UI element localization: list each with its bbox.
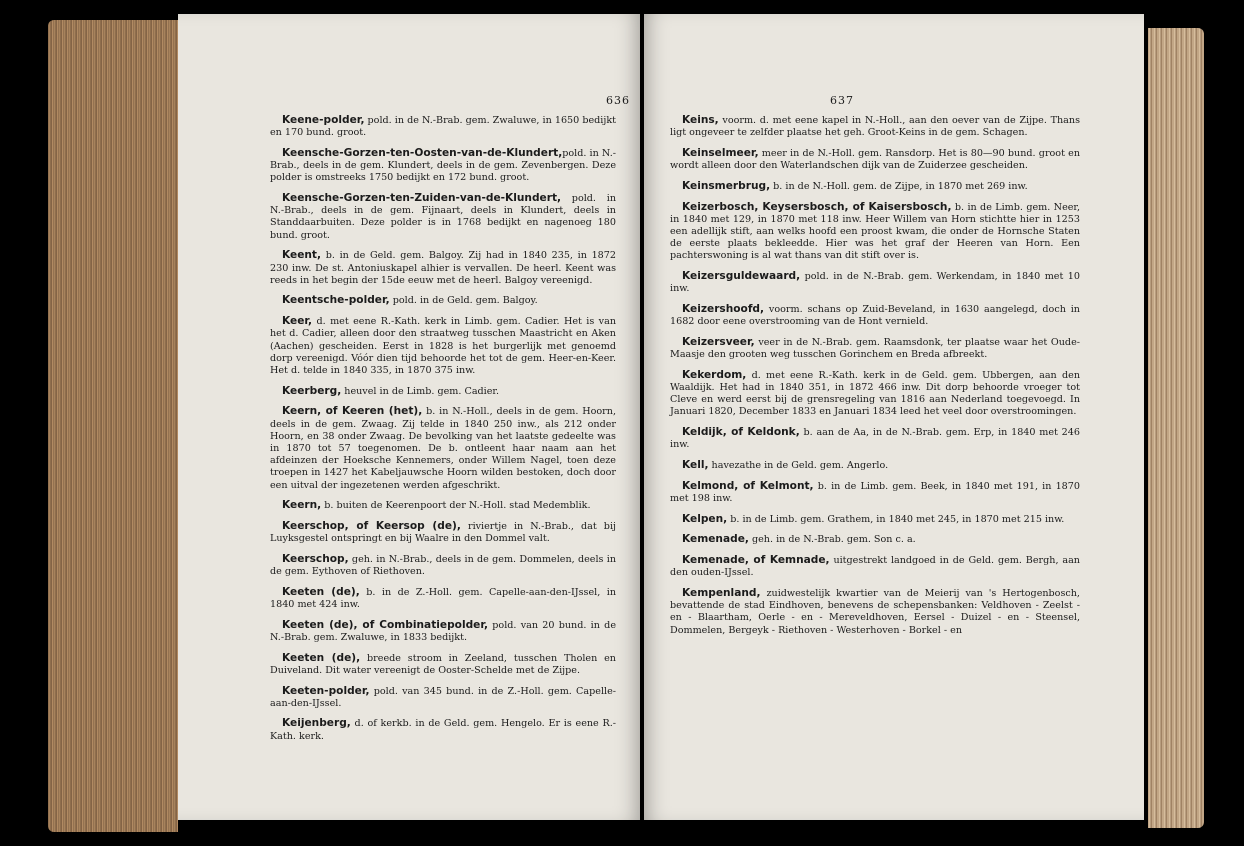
entry-text: veer in de N.-Brab. gem. Raamsdonk, ter plaatse waar het Oude-Maasje den grooten weg tusschen Gorinchem en Breda afbreekt. (670, 336, 1080, 361)
entry-text: uitgestrekt landgoed in de Geld. gem. Bergh, aan den ouden-IJssel. (670, 554, 1080, 579)
entry-headword: Keeten (de), (282, 651, 361, 664)
entry-text: zuidwestelijk kwartier van de Meierij van 's Hertogenbosch, bevattende de stad Eindhoven, benevens de schepensbanken: Veldhoven - Zeelst - en - Blaartham, Oerle - en - Mereveldhoven, Eersel - Duizel - en - Steensel, Dommelen, Bergeyk - Riethoven - Westerhoven - Borkel - en (670, 587, 1080, 636)
entry-text: pold. van 20 bund. in de N.-Brab. gem. Zwaluwe, in 1833 bedijkt. (270, 619, 616, 643)
entry-headword: Keins, (682, 114, 719, 126)
dictionary-entry (270, 685, 616, 710)
entry-headword: Keeten (de), (282, 585, 360, 598)
dictionary-entry (270, 147, 616, 185)
dictionary-entry (670, 336, 1080, 361)
dictionary-entry (670, 554, 1080, 579)
dictionary-entry (670, 513, 1080, 526)
dictionary-entry (270, 405, 616, 491)
entry-headword: Kelpen, (682, 512, 728, 525)
dictionary-entry (670, 369, 1080, 419)
dictionary-entry (270, 520, 616, 545)
dictionary-entry (270, 192, 616, 242)
entry-text: b. aan de Aa, in de N.-Brab. gem. Erp, in 1840 met 246 inw. (670, 427, 1080, 451)
entry-headword: Keizersguldewaard, (682, 270, 801, 283)
entry-text: b. in de N.-Holl. gem. de Zijpe, in 1870 met 269 inw. (770, 180, 1028, 192)
dictionary-entry (670, 180, 1080, 193)
entry-headword: Keijenberg, (282, 717, 351, 730)
entry-text: geh. in de N.-Brab. gem. Son c. a. (748, 534, 916, 546)
dictionary-entry (270, 385, 616, 398)
entry-headword: Keizerbosch, Keysersbosch, of Kaisersbosch, (682, 200, 952, 213)
dictionary-entry (270, 294, 616, 307)
page-number: 636 (606, 94, 630, 107)
entry-headword: Kell, (682, 458, 709, 471)
entry-text: heuvel in de Limb. gem. Cadier. (341, 385, 500, 397)
entry-headword: Kekerdom, (682, 368, 747, 381)
page-number: 637 (830, 94, 854, 107)
right-page (644, 14, 1144, 820)
dictionary-entry (670, 459, 1080, 472)
entry-headword: Keern, (282, 499, 322, 512)
entry-text: havezathe in de Geld. gem. Angerlo. (708, 459, 889, 471)
entry-headword: Keern, of Keeren (het), (282, 405, 423, 418)
entry-headword: Keene-polder, (282, 114, 365, 126)
entry-text: pold. in de N.-Brab. gem. Zwaluwe, in 1650 bedijkt en 170 bund. groot. (270, 115, 616, 139)
dictionary-entry (670, 587, 1080, 637)
entry-text: d. of kerkb. in de Geld. gem. Hengelo. Er is eene R.-Kath. kerk. (270, 718, 616, 742)
dictionary-entry (670, 303, 1080, 328)
entry-headword: Keerschop, of Keersop (de), (282, 519, 461, 532)
dictionary-entry (270, 114, 616, 139)
entry-text: meer in de N.-Holl. gem. Ransdorp. Het is 80—90 bund. groot en wordt alleen door den Waterlandschen dijk van de Zuiderzee gescheiden. (670, 147, 1080, 172)
entry-headword: Keizersveer, (682, 335, 755, 348)
entry-text: voorm. d. met eene kapel in N.-Holl., aan den oever van de Zijpe. Thans ligt ongeveer te zelfder plaatse het geh. Groot-Keins in de gem. Schagen. (670, 115, 1080, 139)
entry-text: riviertje in N.-Brab., dat bij Luyksgestel ontspringt en bij Waalre in den Dommel valt. (270, 520, 616, 545)
entry-text: d. met eene R.-Kath. kerk in Limb. gem. Cadier. Het is van het d. Cadier, alleen door den straatweg tusschen Maastricht en Aken (Aachen) gescheiden. Eerst in 1828 is het burgerlijk met genoemd dorp vereenigd. Vóór dien tijd behoorde het tot de gem. Heer-en-Keer. Het d. telde in 1840 335, in 1870 375 inw. (270, 316, 616, 376)
entry-headword: Keldijk, of Keldonk, (682, 426, 800, 439)
dictionary-entry (670, 114, 1080, 139)
entry-headword: Keinsmerbrug, (682, 179, 771, 192)
entry-text: d. met eene R.-Kath. kerk in de Geld. gem. Ubbergen, aan den Waaldijk. Het had in 1840 351, in 1872 466 inw. Dit dorp behoorde vroeger tot Cleve en werd eerst bij de grensregeling van 1816 aan Nederland toegevoegd. In Januari 1820, December 1833 en Januari 1834 leed het veel door overstroomingen. (670, 369, 1080, 418)
entry-headword: Kemenade, (682, 533, 749, 546)
entry-headword: Keeten-polder, (282, 684, 370, 697)
dictionary-entry (270, 717, 616, 742)
dictionary-entry (270, 652, 616, 677)
page-edges-left (48, 20, 178, 832)
entry-text: geh. in N.-Brab., deels in de gem. Dommelen, deels in de gem. Eythoven of Riethoven. (270, 553, 616, 578)
entry-text: b. buiten de Keerenpoort der N.-Holl. stad Medemblik. (321, 500, 591, 512)
dictionary-entry (270, 315, 616, 377)
entry-headword: Keent, (282, 249, 322, 262)
entry-headword: Keerschop, (282, 552, 349, 565)
page-text (270, 114, 616, 750)
entry-headword: Keer, (282, 315, 313, 328)
entry-text: pold. in de N.-Brab. gem. Werkendam, in 1840 met 10 inw. (670, 271, 1080, 295)
entry-headword: Keentsche-polder, (282, 294, 390, 307)
entry-text: pold. in N.-Brab., deels in de gem. Klundert, deels in de gem. Zevenbergen. Deze polder is omstreeks 1750 bedijkt en 172 bund. groot. (270, 147, 616, 184)
entry-headword: Kemenade, of Kemnade, (682, 553, 830, 566)
entry-headword: Keerberg, (282, 384, 342, 397)
dictionary-entry (270, 249, 616, 287)
entry-text: pold. van 345 bund. in de Z.-Holl. gem. Capelle-aan-den-IJssel. (270, 685, 616, 709)
entry-headword: Keizershoofd, (682, 302, 765, 315)
dictionary-entry (270, 499, 616, 512)
dictionary-entry (670, 426, 1080, 451)
entry-text: b. in de Limb. gem. Neer, in 1840 met 129, in 1870 met 118 inw. Heer Willem van Horn stichtte hier in 1253 een adellijk stift, aan welks hoofd een proost kwam, die onder de Hornsche Staten de eerste plaats bekleedde. Hier was het graf der Heeren van Horn. Een pachterswoning is al wat thans van dit stift over is. (670, 201, 1080, 262)
entry-text: voorm. schans op Zuid-Beveland, in 1630 aangelegd, doch in 1682 door eene overstrooming van de Hont vernield. (670, 303, 1080, 328)
dictionary-entry (670, 533, 1080, 546)
left-page (178, 14, 640, 820)
entry-headword: Kelmond, of Kelmont, (682, 479, 814, 492)
entry-headword: Keensche-Gorzen-ten-Oosten-van-de-Klundert, (282, 146, 563, 159)
dictionary-entry (270, 553, 616, 578)
entry-text: b. in N.-Holl., deels in de gem. Hoorn, deels in de gem. Zwaag. Zij telde in 1840 250 inw., als 212 onder Hoorn, en 38 onder Zwaag. De bevolking van het laatste gedeelte was in 1870 tot 57 toegenomen. De b. ontleent haar naam aan het afdeinzen der Hoeksche Kennemers, onder Willem Nagel, toen deze troepen in 1427 het Kabeljauwsche Hoorn wilden bestoken, doch door een uitval der ingezetenen werden afgeschrikt. (270, 406, 616, 491)
page-text (670, 114, 1080, 644)
entry-headword: Kempenland, (682, 586, 761, 599)
entry-text: b. in de Limb. gem. Beek, in 1840 met 191, in 1870 met 198 inw. (670, 480, 1080, 504)
entry-text: b. in de Z.-Holl. gem. Capelle-aan-den-IJssel, in 1840 met 424 inw. (270, 586, 616, 610)
dictionary-entry (670, 270, 1080, 295)
dictionary-entry (270, 619, 616, 644)
dictionary-entry (670, 201, 1080, 263)
page-edges-right (1148, 28, 1204, 828)
entry-text: b. in de Geld. gem. Balgoy. Zij had in 1840 235, in 1872 230 inw. De st. Antoniuskapel alhier is vervallen. De heerl. Keent was reeds in het begin der 15de eeuw met de heerl. Balgoy vereenigd. (270, 250, 616, 286)
dictionary-entry (670, 147, 1080, 172)
entry-text: breede stroom in Zeeland, tusschen Tholen en Duiveland. Dit water vereenigt de Ooster-Schelde met de Zijpe. (270, 652, 616, 676)
entry-headword: Keensche-Gorzen-ten-Zuiden-van-de-Klundert, (282, 192, 562, 205)
dictionary-entry (270, 586, 616, 611)
entry-headword: Keeten (de), of Combinatiepolder, (282, 618, 489, 631)
entry-text: b. in de Limb. gem. Grathem, in 1840 met 245, in 1870 met 215 inw. (727, 513, 1065, 525)
entry-text: pold. in N.-Brab., deels in de gem. Fijnaart, deels in Klundert, deels in Standdaarbuiten. Deze polder is in 1768 bedijkt en nagenoeg 180 bund. groot. (270, 193, 616, 241)
entry-headword: Keinselmeer, (682, 146, 759, 159)
entry-text: pold. in de Geld. gem. Balgoy. (389, 295, 538, 307)
dictionary-entry (670, 480, 1080, 505)
